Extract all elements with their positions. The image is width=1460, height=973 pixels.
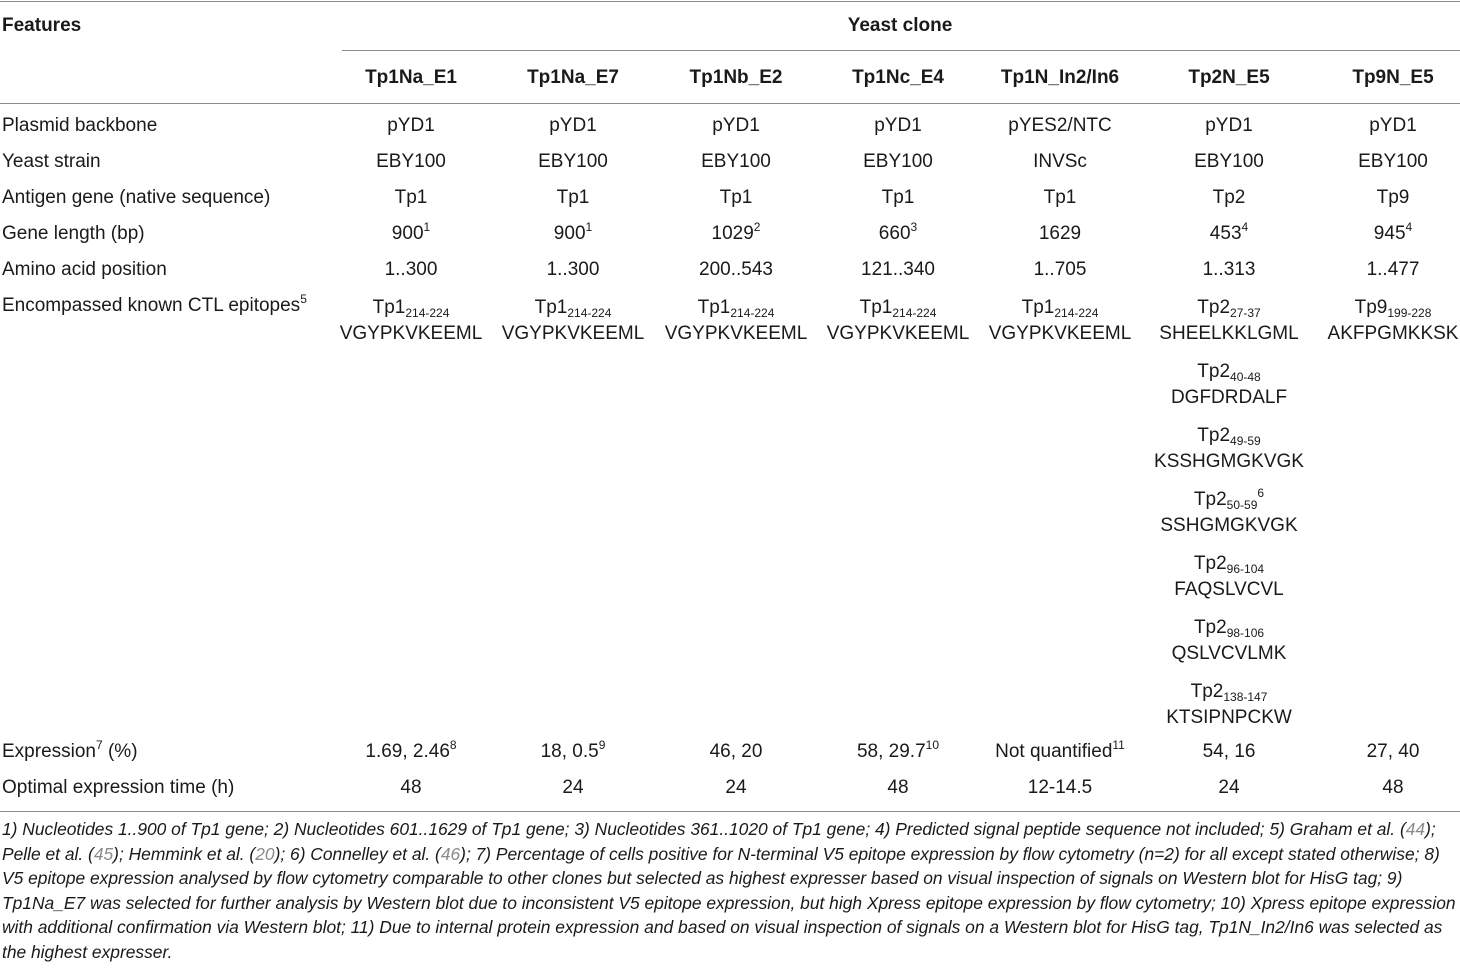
- table-cell: pYD1: [712, 115, 760, 136]
- footnote-marker: 1: [423, 220, 431, 234]
- col-header-3: Tp1Nb_E2: [689, 67, 783, 88]
- table-cell: Tp1: [394, 187, 428, 208]
- table-cell: Tp1: [556, 187, 590, 208]
- table-cell: EBY100: [1194, 151, 1264, 172]
- table-cell: 48: [887, 777, 909, 798]
- table-footnote: 1) Nucleotides 1..900 of Tp1 gene; 2) Nucleotides 601..1629 of Tp1 gene; 3) Nucleotides 361..1020 of Tp1 gene; 4) Predicted signal peptide sequence not included; 5) Graham et al. (44); Pelle et al. (45); Hemmink et al. (20); 6) Connelley et al. (46); 7) Percentage of cells positive for N-terminal V5 epitope expression by flow cytometry (n=2) for all except stated otherwise; 8) V5 epitope expression analysed by flow cytometry comparable to other clones but selected as highest expresser based on visual inspection of signals on Western blot for HisG tag; 9) Tp1Na_E7 was selected for further analysis by Western blot due to inconsistent V5 epitope expression, but high Xpress epitope expression by flow cytometry; 10) Xpress epitope expression with additional confirmation via Western blot; 11) Due to internal protein expression and based on visual inspection of signals on a Western blot for HisG tag, Tp1N_In2/In6 was selected as the highest expresser.: [2, 819, 1456, 962]
- footnote-marker: 2: [753, 220, 761, 234]
- row-label: Antigen gene (native sequence): [2, 187, 271, 208]
- col-header-6: Tp2N_E5: [1188, 67, 1270, 88]
- epitope-cell: $Tp2_{27-37}$ SHEELKKLGML: [1159, 297, 1299, 344]
- table-cell: EBY100: [863, 151, 933, 172]
- footnote-marker: 6: [1257, 486, 1265, 500]
- epitope-cell: $Tp1_{214-224}$ VGYPKVKEEML: [826, 297, 970, 344]
- table-cell: 54, 16: [1202, 741, 1256, 762]
- table-cell: 12-14.5: [1027, 777, 1093, 798]
- epitope-cell: $Tp2_{49-59}$ KSSHGMGKVGK: [1154, 425, 1304, 472]
- citation-link[interactable]: 46: [440, 843, 461, 864]
- epitope-cell: $Tp2_{40-48}$ DGFDRDALF: [1170, 361, 1288, 408]
- citation-link[interactable]: 45: [93, 843, 114, 864]
- top-rule: [0, 1, 1460, 2]
- footnote-marker: 4: [1241, 220, 1249, 234]
- table-cell: Tp1: [881, 187, 915, 208]
- col-header-7: Tp9N_E5: [1352, 67, 1434, 88]
- row-label: Expression$^7$ (%): [2, 738, 138, 762]
- table-cell: 1..313: [1202, 259, 1256, 280]
- table-cell: 18, $0.5^9$: [540, 738, 606, 762]
- table-cell: 46, 20: [709, 741, 763, 762]
- group-rule: [342, 50, 1460, 51]
- table-cell: 121..340: [861, 259, 935, 280]
- table-cell: Tp1: [719, 187, 753, 208]
- table-cell: pYD1: [1369, 115, 1417, 136]
- table-cell: 24: [725, 777, 747, 798]
- table-cell: pYD1: [387, 115, 435, 136]
- footnote-marker: 8: [449, 738, 457, 752]
- table-cell: INVSc: [1033, 151, 1087, 172]
- epitope-cell: $Tp2_{50-59}^6$ SSHGMGKVGK: [1160, 486, 1298, 536]
- table-cell: $900^1$: [553, 220, 593, 244]
- features-header: Features: [2, 15, 82, 36]
- table-cell: EBY100: [376, 151, 446, 172]
- footnote-marker: 9: [598, 738, 606, 752]
- table-cell: EBY100: [1358, 151, 1428, 172]
- col-header-4: Tp1Nc_E4: [852, 67, 944, 88]
- footnote-marker: 4: [1405, 220, 1413, 234]
- table-cell: $453^4$: [1209, 220, 1249, 244]
- table-cell: 1629: [1038, 223, 1082, 244]
- table-cell: 58, 29.7$^{10}$: [856, 738, 940, 762]
- citation-link[interactable]: 44: [1405, 819, 1426, 839]
- table-cell: 1..477: [1366, 259, 1420, 280]
- table-cell: 48: [400, 777, 422, 798]
- table-cell: 1..300: [384, 259, 438, 280]
- table-cell: 48: [1382, 777, 1404, 798]
- table-cell: EBY100: [701, 151, 771, 172]
- table-cell: pYD1: [874, 115, 922, 136]
- table-cell: Tp9: [1376, 187, 1410, 208]
- yeast-clone-header: Yeast clone: [847, 15, 953, 36]
- table-cell: pYD1: [1205, 115, 1253, 136]
- footnote-marker: 5: [300, 292, 307, 306]
- table-cell: 27, 40: [1366, 741, 1420, 762]
- table-cell: $900^1$: [391, 220, 431, 244]
- table-cell: pYD1: [549, 115, 597, 136]
- col-header-5: Tp1N_In2/In6: [1000, 67, 1120, 88]
- table-cell: $945^4$: [1373, 220, 1413, 244]
- epitope-cell: $Tp2_{96-104}$ FAQSLVCVL: [1174, 553, 1284, 600]
- table-cell: 24: [562, 777, 584, 798]
- header-bottom-rule: [0, 103, 1460, 104]
- footnote-marker: 10: [925, 738, 940, 752]
- row-label: Optimal expression time (h): [2, 777, 235, 798]
- table-cell: 24: [1218, 777, 1240, 798]
- epitope-cell: $Tp1_{214-224}$ VGYPKVKEEML: [988, 297, 1132, 344]
- epitope-cell: $Tp1_{214-224}$ VGYPKVKEEML: [501, 297, 645, 344]
- table-cell: Not quantified$^{11}$: [995, 738, 1125, 762]
- epitope-cell: $Tp1_{214-224}$ VGYPKVKEEML: [339, 297, 483, 344]
- col-header-2: Tp1Na_E7: [527, 67, 619, 88]
- footnote-marker: 3: [910, 220, 918, 234]
- row-label: Amino acid position: [2, 259, 167, 280]
- table-cell: EBY100: [538, 151, 608, 172]
- footnote-marker: 1: [585, 220, 593, 234]
- epitope-cell: $Tp2_{98-106}$ QSLVCVLMK: [1171, 617, 1287, 664]
- table-cell: Tp2: [1212, 187, 1246, 208]
- table-cell: pYES2/NTC: [1008, 115, 1112, 136]
- table-cell: 1..705: [1033, 259, 1087, 280]
- footnote-marker: 11: [1112, 738, 1125, 752]
- table-bottom-rule: [0, 811, 1460, 812]
- table-cell: Tp1: [1043, 187, 1077, 208]
- epitope-cell: $Tp9_{199-228}$ AKFPGMKKSK: [1327, 297, 1459, 344]
- table-cell: 1.69, 2.46$^8$: [365, 738, 457, 762]
- footnote-marker: 7: [96, 738, 103, 752]
- row-label: Plasmid backbone: [2, 115, 158, 136]
- epitope-cell: $Tp2_{138-147}$ KTSIPNPCKW: [1166, 681, 1292, 728]
- table-cell: $660^3$: [878, 220, 918, 244]
- row-label: Encompassed known CTL epitopes$^5$: [2, 292, 307, 316]
- row-label: Gene length (bp): [2, 223, 145, 244]
- col-header-1: Tp1Na_E1: [365, 67, 457, 88]
- table-cell: 1029$^2$: [711, 220, 761, 244]
- table-cell: 1..300: [546, 259, 600, 280]
- epitope-cell: $Tp1_{214-224}$ VGYPKVKEEML: [664, 297, 808, 344]
- table-cell: 200..543: [699, 259, 773, 280]
- row-label: Yeast strain: [2, 151, 101, 172]
- citation-link[interactable]: 20: [255, 843, 275, 864]
